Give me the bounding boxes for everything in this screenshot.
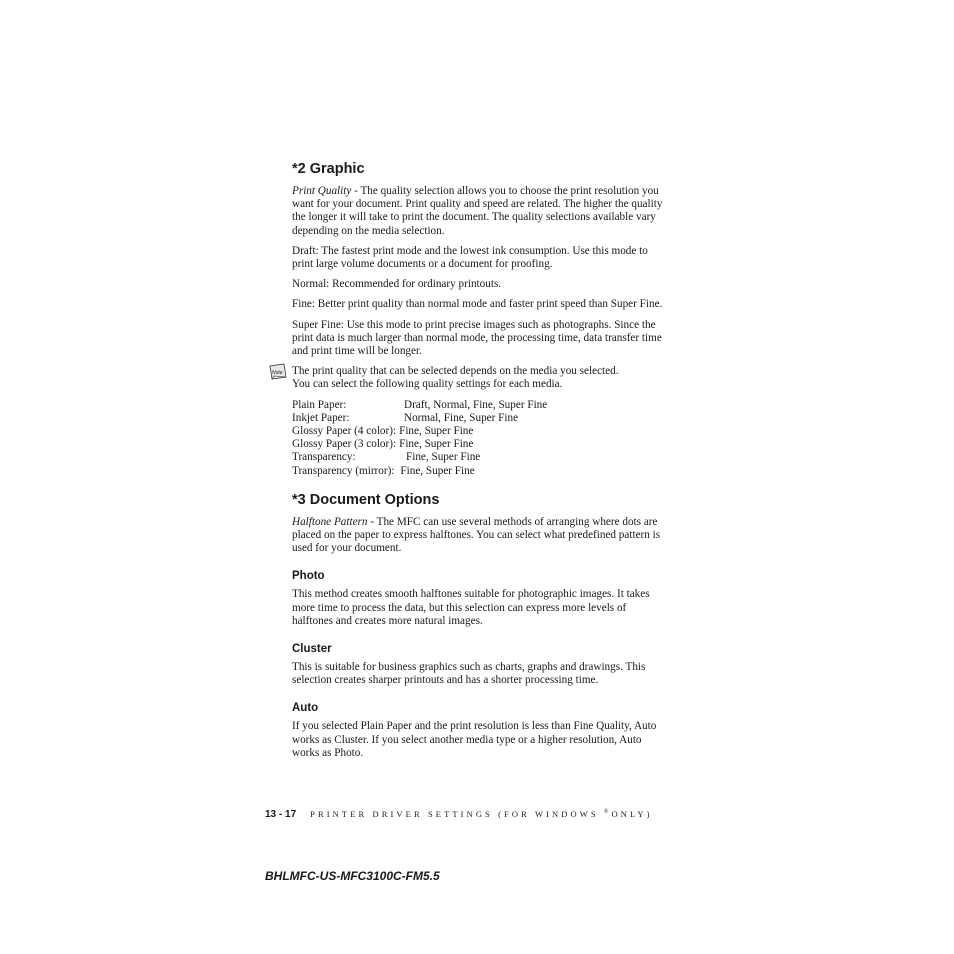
normal-paragraph: Normal: Recommended for ordinary printouts. [292, 278, 502, 291]
halftone-term: Halftone Pattern [292, 515, 368, 528]
page-content [272, 160, 664, 767]
fine-paragraph: Fine: Better print quality than normal mode and faster print speed than Super Fine. [292, 298, 663, 311]
quality-row [292, 412, 664, 425]
print-quality-description: - The quality selection allows you to choose the print resolution you want for your document. Print quality and speed are related. The higher the quality the longer it will take to print the document. The quality selections available vary depending on the media selection. [292, 185, 663, 237]
running-title-end: ONLY) [611, 809, 653, 819]
print-quality-paragraph [292, 185, 664, 238]
quality-settings-table [292, 399, 664, 478]
quality-settings: Draft, Normal, Fine, Super Fine [404, 398, 548, 411]
page-number: 13 - 17 [265, 809, 297, 820]
quality-row [292, 451, 664, 464]
quality-row [292, 425, 664, 438]
auto-heading: Auto [292, 702, 319, 715]
note-line-2: You can select the following quality settings for each media. [292, 378, 563, 391]
section-heading-document-options: *3 Document Options [292, 491, 440, 508]
quality-settings: Normal, Fine, Super Fine [404, 411, 519, 424]
quality-row [292, 438, 664, 451]
draft-paragraph: Draft: The fastest print mode and the lowest ink consumption. Use this mode to print large volume documents or a document for proofing. [292, 244, 648, 271]
cluster-paragraph: This is suitable for business graphics such as charts, graphs and drawings. This selection creates sharper printouts and has a shorter processing time. [292, 661, 646, 687]
media-label: Glossy Paper (3 color): [292, 438, 397, 451]
running-title [310, 809, 652, 819]
halftone-description: - The MFC can use several methods of arranging where dots are placed on the paper to express halftones. You can select what predefined pattern is used for your document. [292, 515, 661, 555]
media-label: Transparency: [292, 451, 356, 464]
section-heading-graphic: *2 Graphic [292, 161, 365, 177]
halftone-paragraph [292, 516, 664, 556]
note-icon [268, 363, 288, 381]
quality-row [292, 465, 664, 478]
quality-settings: Fine, Super Fine [399, 425, 474, 438]
media-label: Plain Paper: [292, 398, 347, 411]
note-icon-label: Note [272, 370, 283, 377]
quality-settings: Fine, Super Fine [399, 438, 474, 451]
media-label: Glossy Paper (4 color): [292, 425, 397, 438]
cluster-heading: Cluster [292, 643, 332, 656]
note-block [272, 365, 664, 391]
auto-paragraph: If you selected Plain Paper and the print resolution is less than Fine Quality, Auto works as Cluster. If you select another media type or a higher resolution, Auto works as Photo. [292, 720, 657, 759]
photo-paragraph: This method creates smooth halftones suitable for photographic images. It takes more time to process the data, but this selection can express more levels of halftones and creates more natural images. [292, 588, 650, 627]
quality-row [292, 399, 664, 412]
quality-settings: Fine, Super Fine [406, 451, 481, 464]
running-title-text: PRINTER DRIVER SETTINGS (FOR WINDOWS [310, 809, 599, 819]
print-quality-term: Print Quality [292, 185, 352, 197]
quality-settings: Fine, Super Fine [400, 464, 475, 477]
document-id: BHLMFC-US-MFC3100C-FM5.5 [265, 869, 440, 883]
note-line-1: The print quality that can be selected depends on the media you selected. [292, 365, 619, 378]
media-label: Transparency (mirror): [292, 464, 395, 477]
media-label: Inkjet Paper: [292, 411, 350, 424]
photo-heading: Photo [292, 570, 325, 583]
page-footer [265, 809, 653, 820]
super-fine-paragraph: Super Fine: Use this mode to print precise images such as photographs. Since the print data is much larger than normal mode, the processing time, data transfer time and print time will be longer. [292, 318, 662, 358]
registered-mark: ® [603, 809, 609, 816]
